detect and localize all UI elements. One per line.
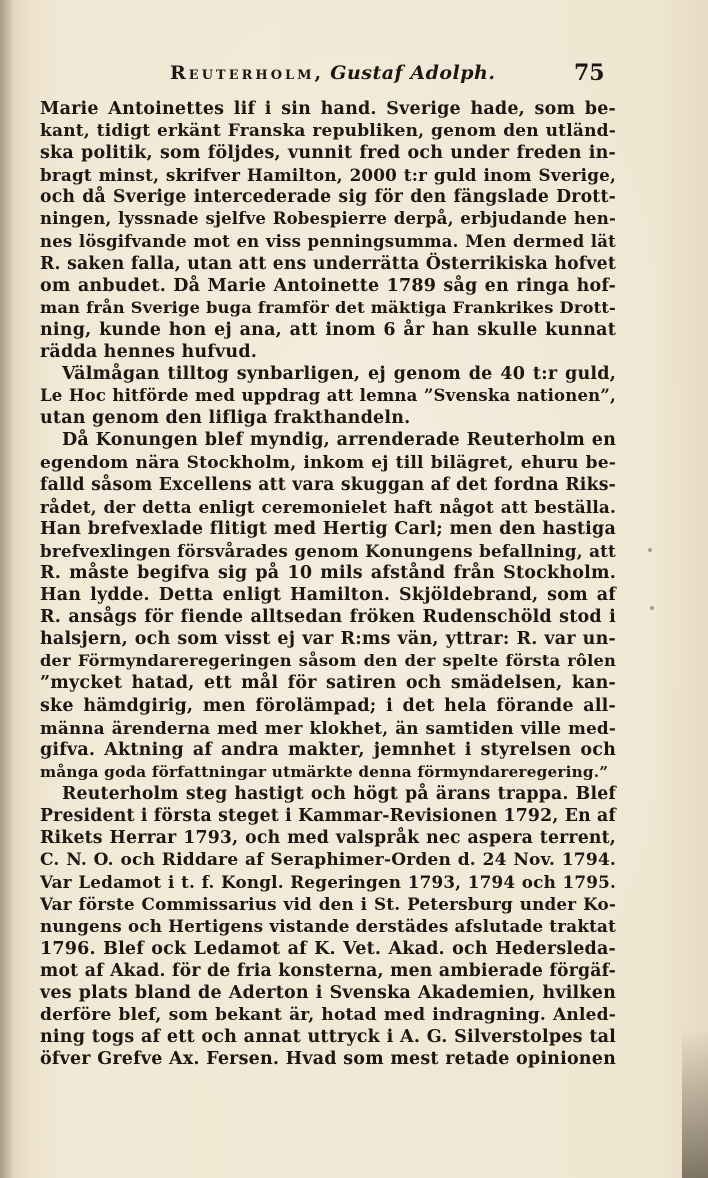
- text-line: Le Hoc hitförde med uppdrag att lemna ”Svenska nationen”,: [40, 386, 616, 406]
- page-number: 75: [574, 60, 605, 86]
- paper-speck: [648, 548, 652, 552]
- text-line: kant, tidigt erkänt Franska republiken, genom den utländ-: [40, 121, 616, 142]
- text-line: Var Ledamot i t. f. Kongl. Regeringen 1793, 1794 och 1795.: [40, 872, 616, 893]
- running-head-given-name: Gustaf Adolph.: [330, 62, 496, 84]
- text-line: C. N. O. och Riddare af Seraphimer-Orden d. 24 Nov. 1794.: [40, 850, 616, 871]
- gutter-shadow: [0, 0, 14, 1178]
- text-line: öfver Grefve Ax. Fersen. Hvad som mest retade opinionen: [40, 1049, 616, 1070]
- corner-shadow: [682, 1028, 708, 1178]
- text-line: 1796. Blef ock Ledamot af K. Vet. Akad. och Hedersleda-: [40, 938, 616, 959]
- text-line: ning togs af ett och annat uttryck i A. G. Silverstolpes tal: [40, 1026, 616, 1047]
- text-line: ska politik, som följdes, vunnit fred och under freden in-: [40, 143, 616, 164]
- text-line: ske hämdgirig, men förolämpad; i det hela förande all-: [40, 695, 616, 716]
- text-line: man från Sverige buga framför det mäktiga Frankrikes Drott-: [40, 297, 616, 317]
- text-line: Välmågan tilltog synbarligen, ej genom de 40 t:r guld,: [62, 364, 616, 385]
- text-line: R. måste begifva sig på 10 mils afstånd från Stockholm.: [40, 562, 616, 583]
- text-line: derföre blef, som bekant är, hotad med indragning. Anled-: [40, 1004, 616, 1025]
- text-line: Marie Antoinettes lif i sin hand. Sverige hade, som be-: [40, 99, 616, 119]
- paper-speck: [650, 606, 654, 610]
- text-line: R. ansågs för fiende alltsedan fröken Rudenschöld stod i: [40, 607, 616, 628]
- text-line: bragt minst, skrifver Hamilton, 2000 t:r guld inom Sverige,: [40, 165, 616, 186]
- text-line: brefvexlingen försvårades genom Konungens befallning, att: [40, 540, 616, 561]
- text-line: rådet, der detta enligt ceremonielet haft något att beställa.: [40, 496, 616, 517]
- text-line: Då Konungen blef myndig, arrenderade Reuterholm en: [62, 430, 616, 451]
- running-head: [170, 62, 610, 92]
- text-line: rädda hennes hufvud.: [40, 342, 258, 363]
- text-line: gifva. Aktning af andra makter, jemnhet i styrelsen och: [40, 739, 616, 760]
- text-line: nungens och Hertigens vistande derstädes afslutade traktat: [40, 916, 617, 937]
- text-line: Han lydde. Detta enligt Hamilton. Skjöldebrand, som af: [40, 585, 616, 606]
- text-line: ning, kunde hon ej ana, att inom 6 år han skulle kunnat: [40, 319, 616, 340]
- body-text: [40, 98, 616, 1070]
- text-line: och då Sverige intercederade sig för den fängslade Drott-: [40, 187, 616, 208]
- running-head-author: Reuterholm,: [170, 62, 325, 84]
- text-line: der Förmyndareregeringen såsom den der spelte första rôlen: [40, 651, 616, 671]
- text-line: mot af Akad. för de fria konsterna, men ambierade förgäf-: [40, 960, 616, 981]
- text-line: många goda författningar utmärkte denna förmyndareregering.”: [40, 762, 609, 781]
- text-line: utan genom den lifliga frakthandeln.: [40, 408, 411, 429]
- text-line: ves plats bland de Aderton i Svenska Akademien, hvilken: [40, 982, 616, 1003]
- text-line: ningen, lyssnade sjelfve Robespierre derpå, erbjudande hen-: [40, 209, 616, 229]
- text-line: Rikets Herrar 1793, och med valspråk nec aspera terrent,: [40, 828, 616, 849]
- text-line: egendom nära Stockholm, inkom ej till bilägret, ehuru be-: [40, 452, 616, 473]
- text-line: ”mycket hatad, ett mål för satiren och smädelsen, kan-: [40, 673, 616, 694]
- text-line: om anbudet. Då Marie Antoinette 1789 såg en ringa hof-: [40, 275, 616, 296]
- text-line: halsjern, och som visst ej var R:ms vän, yttrar: R. var un-: [40, 629, 616, 650]
- text-line: Var förste Commissarius vid den i St. Petersburg under Ko-: [40, 894, 616, 915]
- text-line: Reuterholm steg hastigt och högt på ärans trappa. Blef: [62, 783, 616, 804]
- text-line: R. saken falla, utan att ens underrätta Österrikiska hofvet: [40, 253, 616, 274]
- text-line: Han brefvexlade flitigt med Hertig Carl; men den hastiga: [40, 518, 616, 539]
- text-line: President i första steget i Kammar-Revisionen 1792, En af: [40, 806, 617, 826]
- text-line: nes lösgifvande mot en viss penningsumma. Men dermed lät: [40, 231, 616, 251]
- text-line: falld såsom Excellens att vara skuggan af det fordna Riks-: [40, 474, 616, 495]
- text-line: männa ärenderna med mer klokhet, än samtiden ville med-: [40, 717, 616, 738]
